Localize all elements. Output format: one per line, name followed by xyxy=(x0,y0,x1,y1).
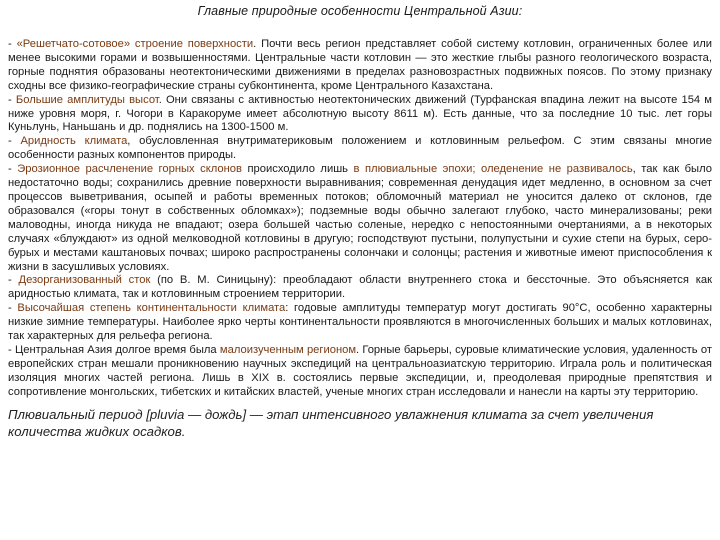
paragraph-text: . Почти весь регион представляет собой систему котловин, ограниченных более или менее высокими горами и возвышенностями. Центральные части котловин — это жесткие глыбы разного геологического возраста, горные поднятия образованы неотектоническими движениями в пределах разновозрастных подвижных поясов. По этому признаку сходны все физико-географические страны субконтинента, кроме Центрального Казахстана. xyxy=(8,38,712,92)
paragraph-text: . Они связаны с активностью неотектонических движений (Турфанская впадина лежит на высоте 154 м ниже уровня моря, г. Чогори в Каракоруме имеет абсолютную высоту 8611 м). Есть данные, что за последние 10 тыс. лет горы Куньлунь, Наньшань и др. поднялись на 1300-1500 м. xyxy=(8,93,712,134)
key-term: Высочайшая степень континентальности климата xyxy=(17,302,286,315)
paragraph-prefix: - xyxy=(8,135,21,148)
paragraph-prefix: - xyxy=(8,274,19,287)
paragraph-text: (по В. М. Синицыну): преобладают области внутреннего стока и бессточные. Это объясняется как аридностью климата, так и котловинным строением территории. xyxy=(8,274,712,301)
paragraph-prefix: - xyxy=(8,302,18,315)
paragraph-altitude-range xyxy=(8,94,712,136)
paragraph-text: происходило лишь xyxy=(241,163,354,176)
paragraph-text: . Горные барьеры, суровые климатические условия, удаленность от европейских стран мешали проникновению научных экспедиций на центральноазиатскую территорию. Играла роль и политическая изоляция многих частей региона. Лишь в XIX в. состоялись первые экспедиции, и, преодолевая природные препятствия и сопротивление монгольских, тибетских и китайских властей, ученые многих стран исследовали и нанесли на карты эту территорию. xyxy=(8,343,712,398)
paragraph-relief-structure xyxy=(8,38,712,94)
footnote-pluvial-period: Плювиальный период [pluvia — дождь] — этап интенсивного увлажнения климата за счет увеличения количества жидких осадков. xyxy=(8,406,654,439)
key-term: Дезорганизованный сток xyxy=(18,274,151,287)
key-term: Эрозионное расчленение горных склонов xyxy=(17,163,242,176)
paragraph-runoff xyxy=(8,274,712,302)
paragraph-text: : годовые амплитуды температур могут достигать 90°С, особенно характерны низкие зимние температуры. Наиболее ярко черты континентальности проявляются в многочисленных больших и малых котловинах, так характерных для рельефа региона. xyxy=(8,302,712,343)
paragraph-continentality xyxy=(8,302,712,344)
page-title: Главные природные особенности Центральной Азии: xyxy=(197,4,523,18)
key-term: «Решетчато-сотовое» строение поверхности xyxy=(16,38,254,50)
paragraph-prefix: - xyxy=(8,163,18,176)
document-body xyxy=(8,38,712,400)
key-term: Аридность климата xyxy=(20,135,128,148)
key-term: малоизученным регионом xyxy=(219,343,357,356)
paragraph-erosion xyxy=(8,163,712,274)
paragraph-aridity xyxy=(8,135,712,163)
paragraph-text: , так как было недостаточно воды; сохранились древние поверхности выравнивания; современная денудация идет медленно, в основном за счет процессов выветривания, осыпей и работы временных потоков; обломочный материал не уносится далеко от склонов, где образовался («горы тонут в собственных обломках»); подземные воды обычно залегают глубоко, часто минерализованы; реки маловодны, иногда никуда не впадают; озера большей частью соленые, нередко с непостоянными очертаниями, а в некоторых случаях «блуждают» из одной мелководной котловины в другую; господствуют пустыни, полупустыни и сухие степи на бурых, серо-бурых и местами каштановых почвах; широко распространены солончаки и солонцы; растения и животные имеют приспособления к жизни в засушливых условиях. xyxy=(8,163,712,273)
paragraph-exploration xyxy=(8,344,712,400)
key-term-secondary: в плювиальные эпохи; оледенение не развивалось xyxy=(353,163,633,176)
paragraph-prefix: - xyxy=(8,93,16,106)
paragraph-prefix: - xyxy=(8,38,17,50)
paragraph-prefix: - Центральная Азия долгое время была xyxy=(8,343,220,356)
key-term: Большие амплитуды высот xyxy=(15,93,159,106)
paragraph-text: , обусловленная внутриматериковым положением и котловинным рельефом. С этим связаны многие особенности разных компонентов природы. xyxy=(8,135,712,162)
